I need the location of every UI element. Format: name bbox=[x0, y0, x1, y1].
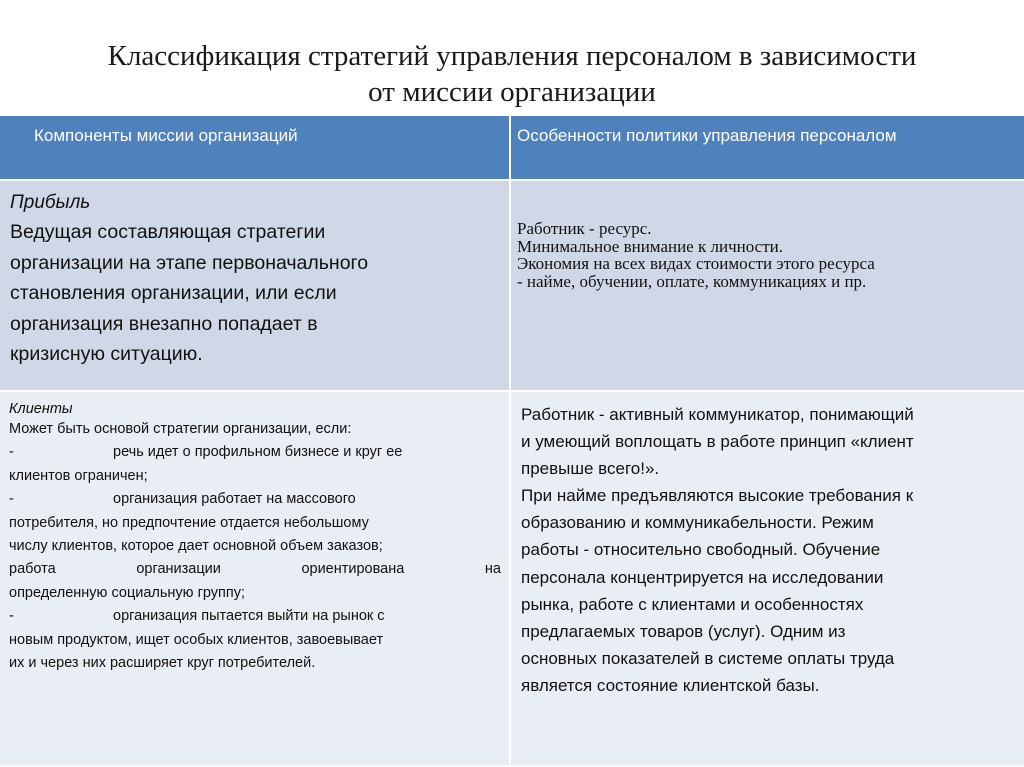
text-line: При найме предъявляются высокие требования к bbox=[521, 486, 914, 506]
profit-description bbox=[10, 217, 499, 370]
clients-intro: Может быть основой стратегии организации, если: bbox=[9, 421, 352, 437]
text-line: персонала концентрируется на исследовании bbox=[521, 567, 884, 587]
row-clients-mission bbox=[0, 392, 511, 767]
text-line: Работник - активный коммуникатор, понимающий bbox=[521, 405, 914, 424]
header-policy-features: Особенности политики управления персоналом bbox=[511, 116, 1024, 181]
bullet-text: организация работает на массового bbox=[113, 491, 356, 508]
text-line: превыше всего!». bbox=[521, 459, 660, 479]
bullet-text: организация пытается выйти на рынок с bbox=[113, 608, 385, 625]
text-line: образованию и коммуникабельности. Режим bbox=[521, 513, 874, 533]
bullet-text: определенную социальную группу; bbox=[9, 584, 246, 601]
text-line: Ведущая составляющая стратегии bbox=[10, 221, 326, 243]
header-mission-components: Компоненты миссии организаций bbox=[0, 116, 511, 181]
bullet-text: потребителя, но предпочтение отдается небольшому bbox=[9, 514, 369, 531]
text-line: работы - относительно свободный. Обучение bbox=[521, 540, 881, 560]
text-line: кризисную ситуацию. bbox=[10, 343, 203, 365]
page-title bbox=[0, 38, 1024, 110]
text-line: - найме, обучении, оплате, коммуникациях и пр. bbox=[517, 271, 867, 291]
clients-title: Клиенты bbox=[9, 401, 73, 417]
title-line-2: от миссии организации bbox=[368, 76, 656, 108]
bullet-text: работа организации ориентирована на bbox=[9, 561, 501, 578]
text-line: организация внезапно попадает в bbox=[10, 312, 318, 335]
text-line: предлагаемых товаров (услуг). Одним из bbox=[521, 621, 846, 641]
list-item bbox=[9, 605, 501, 675]
bullet-text: клиентов ограничен; bbox=[9, 467, 148, 484]
text-line: становления организации, или если bbox=[10, 282, 337, 304]
bullet-dash: - bbox=[9, 608, 14, 625]
list-item bbox=[9, 488, 501, 605]
title-line-1: Классификация стратегий управления персоналом в зависимости bbox=[107, 40, 917, 72]
row-profit-mission bbox=[0, 181, 511, 392]
text-line: организации на этапе первоначального bbox=[10, 251, 369, 274]
bullet-text: их и через них расширяет круг потребителей. bbox=[9, 655, 316, 672]
text-line: Работник - ресурс. bbox=[517, 219, 652, 238]
bullet-text: числу клиентов, которое дает основной объем заказов; bbox=[9, 538, 383, 555]
bullet-text: речь идет о профильном бизнесе и круг ее bbox=[113, 444, 403, 461]
profit-title: Прибыль bbox=[10, 192, 91, 213]
classification-table bbox=[0, 116, 1024, 767]
bullet-dash: - bbox=[9, 491, 14, 508]
list-item bbox=[9, 441, 501, 488]
bullet-text: новым продуктом, ищет особых клиентов, завоевывает bbox=[9, 631, 384, 648]
row-profit-policy bbox=[511, 181, 1024, 392]
text-line: основных показателей в системе оплаты труда bbox=[521, 648, 895, 668]
row-clients-policy bbox=[511, 392, 1024, 767]
text-line: рынка, работе с клиентами и особенностях bbox=[521, 594, 864, 614]
text-line: Минимальное внимание к личности. bbox=[517, 236, 783, 256]
text-line: Экономия на всех видах стоимости этого ресурса bbox=[517, 254, 875, 273]
text-line: и умеющий воплощать в работе принцип «клиент bbox=[521, 432, 914, 452]
text-line: является состояние клиентской базы. bbox=[521, 675, 820, 695]
bullet-dash: - bbox=[9, 444, 14, 461]
